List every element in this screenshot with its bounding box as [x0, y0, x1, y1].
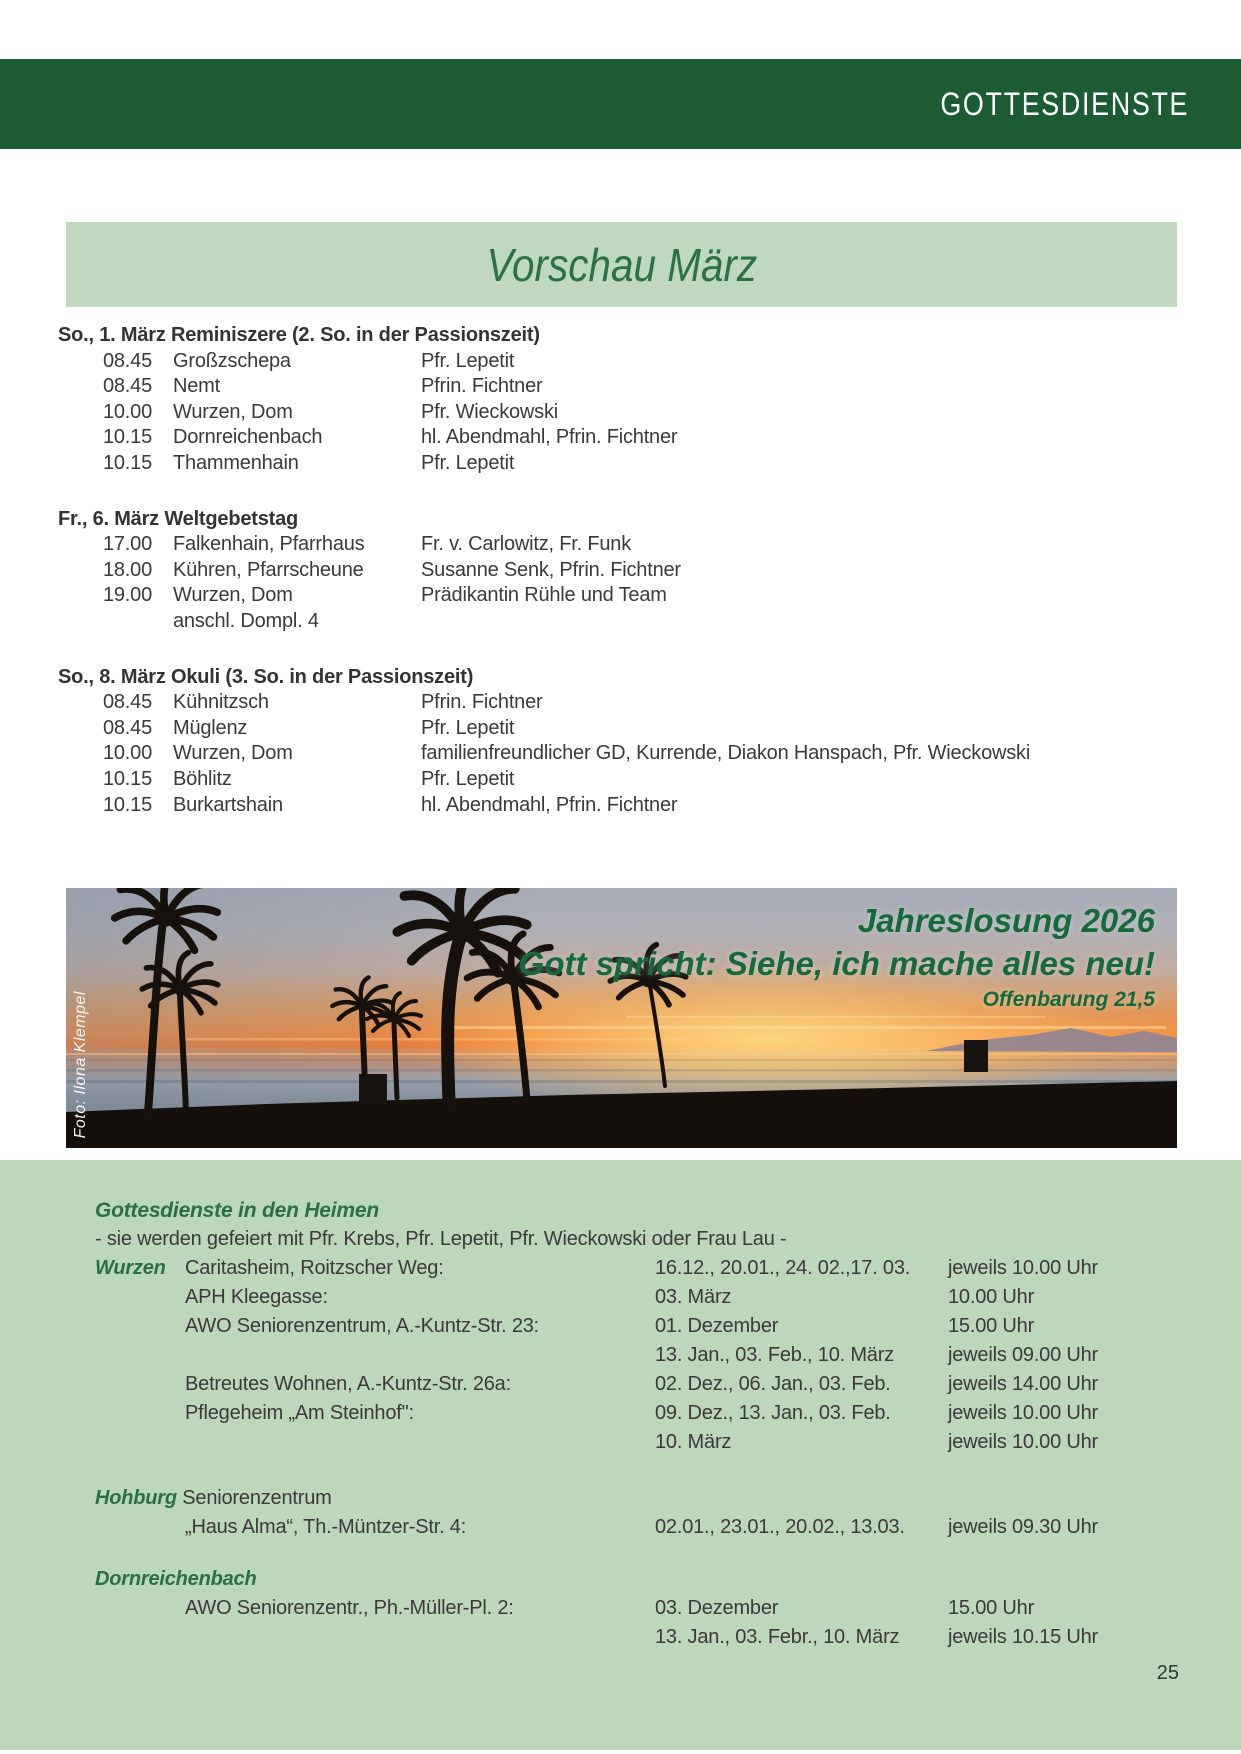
- homes-panel: [0, 1160, 1241, 1750]
- dates-cell: 01. Dezember: [655, 1315, 779, 1337]
- section-heading: Fr., 6. März Weltgebetstag: [58, 507, 299, 530]
- service-row: [58, 425, 1188, 451]
- service-row: [58, 741, 1188, 767]
- time-cell: jeweils 10.15 Uhr: [948, 1626, 1099, 1648]
- schedule-section: [58, 507, 1188, 635]
- time-cell: jeweils 10.00 Uhr: [948, 1257, 1099, 1279]
- service-row: [58, 609, 1188, 635]
- time-cell: 10.00 Uhr: [948, 1286, 1035, 1308]
- time-cell: jeweils 10.00 Uhr: [948, 1402, 1099, 1424]
- photo-credit: Foto: Ilona Klempel: [72, 990, 89, 1138]
- service-time: 08.45: [102, 716, 152, 739]
- service-minister: Pfr. Lepetit: [421, 767, 515, 790]
- service-row: [58, 767, 1188, 793]
- homes-row: [95, 1312, 1179, 1341]
- facility-cell: Betreutes Wohnen, A.-Kuntz-Str. 26a:: [185, 1373, 511, 1395]
- service-minister: [421, 609, 1188, 635]
- service-row: [58, 400, 1188, 426]
- service-place: Kühren, Pfarrscheune: [173, 558, 364, 581]
- service-time: 18.00: [102, 558, 152, 581]
- service-minister: Pfr. Lepetit: [421, 349, 515, 372]
- service-place: Falkenhain, Pfarrhaus: [173, 533, 365, 556]
- dates-cell: 03. März: [655, 1286, 732, 1308]
- location-label: [95, 1341, 185, 1370]
- dates-cell: 02.01., 23.01., 20.02., 13.03.: [655, 1516, 905, 1538]
- service-minister: Pfrin. Fichtner: [421, 691, 543, 714]
- location-label: [95, 1370, 185, 1399]
- facility-cell: „Haus Alma“, Th.-Müntzer-Str. 4:: [185, 1516, 467, 1538]
- service-minister: Pfr. Wieckowski: [421, 400, 559, 423]
- location-label: Hohburg: [95, 1487, 177, 1509]
- service-minister: Fr. v. Carlowitz, Fr. Funk: [421, 533, 632, 556]
- service-place: Böhlitz: [173, 767, 232, 790]
- service-place: Wurzen, Dom: [173, 584, 293, 607]
- dates-cell: 13. Jan., 03. Feb., 10. März: [655, 1344, 894, 1366]
- time-cell: jeweils 14.00 Uhr: [948, 1373, 1099, 1395]
- service-time: 08.45: [102, 349, 152, 372]
- header-bar: [0, 59, 1241, 149]
- facility-cell: [185, 1428, 655, 1457]
- location-label: [95, 1594, 185, 1623]
- service-time: 10.15: [102, 767, 152, 790]
- service-minister: Susanne Senk, Pfrin. Fichtner: [421, 558, 681, 581]
- service-minister: Pfr. Lepetit: [421, 451, 515, 474]
- homes-row: [95, 1513, 1179, 1542]
- service-place: Dornreichenbach: [173, 426, 323, 449]
- homes-row: [95, 1341, 1179, 1370]
- location-label: Dornreichenbach: [95, 1568, 257, 1590]
- service-schedule: [58, 323, 1188, 848]
- location-label: [95, 1312, 185, 1341]
- service-place: Nemt: [173, 375, 220, 398]
- service-time: 19.00: [102, 584, 152, 607]
- service-row: [58, 532, 1188, 558]
- dates-cell: 03. Dezember: [655, 1597, 779, 1619]
- service-row: [58, 451, 1188, 477]
- location-label: [95, 1283, 185, 1312]
- service-row: [58, 583, 1188, 609]
- facility-cell: APH Kleegasse:: [185, 1286, 328, 1308]
- service-row: [58, 716, 1188, 742]
- service-time: 10.15: [102, 451, 152, 474]
- service-row: [58, 690, 1188, 716]
- service-place: Großzschepa: [173, 349, 291, 372]
- time-cell: 15.00 Uhr: [948, 1597, 1035, 1619]
- service-row: [58, 374, 1188, 400]
- location-label: [95, 1623, 185, 1652]
- sunset-photo-banner: [66, 888, 1177, 1148]
- section-banner: [66, 222, 1177, 307]
- homes-group-heading: [95, 1484, 1179, 1513]
- service-time: 10.15: [102, 426, 152, 449]
- time-cell: jeweils 09.30 Uhr: [948, 1516, 1099, 1538]
- service-time: 08.45: [102, 375, 152, 398]
- schedule-section: [58, 323, 1188, 477]
- service-row: [58, 349, 1188, 375]
- location-suffix: Seniorenzentrum: [182, 1487, 332, 1509]
- service-place: Kühnitzsch: [173, 691, 269, 714]
- service-time: [58, 609, 152, 635]
- service-place: anschl. Dompl. 4: [173, 609, 319, 632]
- homes-heading: Gottesdienste in den Heimen: [95, 1199, 379, 1222]
- dates-cell: 10. März: [655, 1431, 732, 1453]
- schedule-section: [58, 665, 1188, 819]
- service-place: Wurzen, Dom: [173, 742, 293, 765]
- service-minister: familienfreundlicher GD, Kurrende, Diakon Hanspach, Pfr. Wieckowski: [421, 742, 1031, 765]
- section-heading: So., 1. März Reminiszere (2. So. in der Passionszeit): [58, 324, 540, 346]
- service-place: Burkartshain: [173, 793, 283, 816]
- dates-cell: 09. Dez., 13. Jan., 03. Feb.: [655, 1402, 891, 1424]
- page-header-title: GOTTESDIENSTE: [940, 85, 1189, 122]
- section-heading: So., 8. März Okuli (3. So. in der Passionszeit): [58, 665, 474, 688]
- facility-cell: AWO Seniorenzentr., Ph.-Müller-Pl. 2:: [185, 1597, 514, 1619]
- facility-cell: [185, 1341, 655, 1370]
- page-number: 25: [1156, 1662, 1179, 1684]
- service-place: Thammenhain: [173, 451, 299, 474]
- homes-group-heading: [95, 1565, 1179, 1594]
- facility-cell: AWO Seniorenzentrum, A.-Kuntz-Str. 23:: [185, 1315, 540, 1337]
- homes-subtitle: - sie werden gefeiert mit Pfr. Krebs, Pfr. Lepetit, Pfr. Wieckowski oder Frau Lau -: [95, 1228, 787, 1250]
- service-row: [58, 793, 1188, 819]
- service-place: Müglenz: [173, 716, 248, 739]
- dates-cell: 02. Dez., 06. Jan., 03. Feb.: [655, 1373, 891, 1395]
- service-minister: Pfrin. Fichtner: [421, 375, 543, 398]
- service-place: Wurzen, Dom: [173, 400, 293, 423]
- location-label: [95, 1399, 185, 1428]
- dates-cell: 13. Jan., 03. Febr., 10. März: [655, 1626, 900, 1648]
- service-minister: hl. Abendmahl, Pfrin. Fichtner: [421, 426, 678, 449]
- time-cell: jeweils 10.00 Uhr: [948, 1431, 1099, 1453]
- service-minister: hl. Abendmahl, Pfrin. Fichtner: [421, 793, 678, 816]
- homes-row: [95, 1283, 1179, 1312]
- banner-title: Vorschau März: [486, 238, 757, 291]
- jahreslosung-reference: Offenbarung 21,5: [982, 987, 1155, 1011]
- service-time: 10.15: [102, 793, 152, 816]
- service-time: 17.00: [102, 533, 152, 556]
- service-time: 10.00: [102, 400, 152, 423]
- facility-cell: [185, 1623, 655, 1652]
- homes-row: [95, 1370, 1179, 1399]
- time-cell: 15.00 Uhr: [948, 1315, 1035, 1337]
- location-label: [95, 1428, 185, 1457]
- time-cell: jeweils 09.00 Uhr: [948, 1344, 1099, 1366]
- location-label: [95, 1513, 185, 1542]
- homes-row: [95, 1623, 1179, 1652]
- jahreslosung-title: Jahreslosung 2026: [857, 902, 1155, 939]
- location-label: Wurzen: [95, 1257, 166, 1279]
- facility-cell: Pflegeheim „Am Steinhof":: [185, 1402, 414, 1424]
- homes-row: [95, 1254, 1179, 1283]
- service-row: [58, 558, 1188, 584]
- dates-cell: 16.12., 20.01., 24. 02.,17. 03.: [655, 1257, 911, 1279]
- service-minister: Pfr. Lepetit: [421, 716, 515, 739]
- homes-row: [95, 1399, 1179, 1428]
- jahreslosung-verse: Gott spricht: Siehe, ich mache alles neu!: [518, 944, 1155, 982]
- service-time: 08.45: [102, 691, 152, 714]
- homes-row: [95, 1428, 1179, 1457]
- homes-row: [95, 1594, 1179, 1623]
- facility-cell: Caritasheim, Roitzscher Weg:: [185, 1257, 444, 1279]
- service-minister: Prädikantin Rühle und Team: [421, 584, 667, 607]
- jahreslosung-text-block: [519, 902, 1155, 1012]
- service-time: 10.00: [102, 742, 152, 765]
